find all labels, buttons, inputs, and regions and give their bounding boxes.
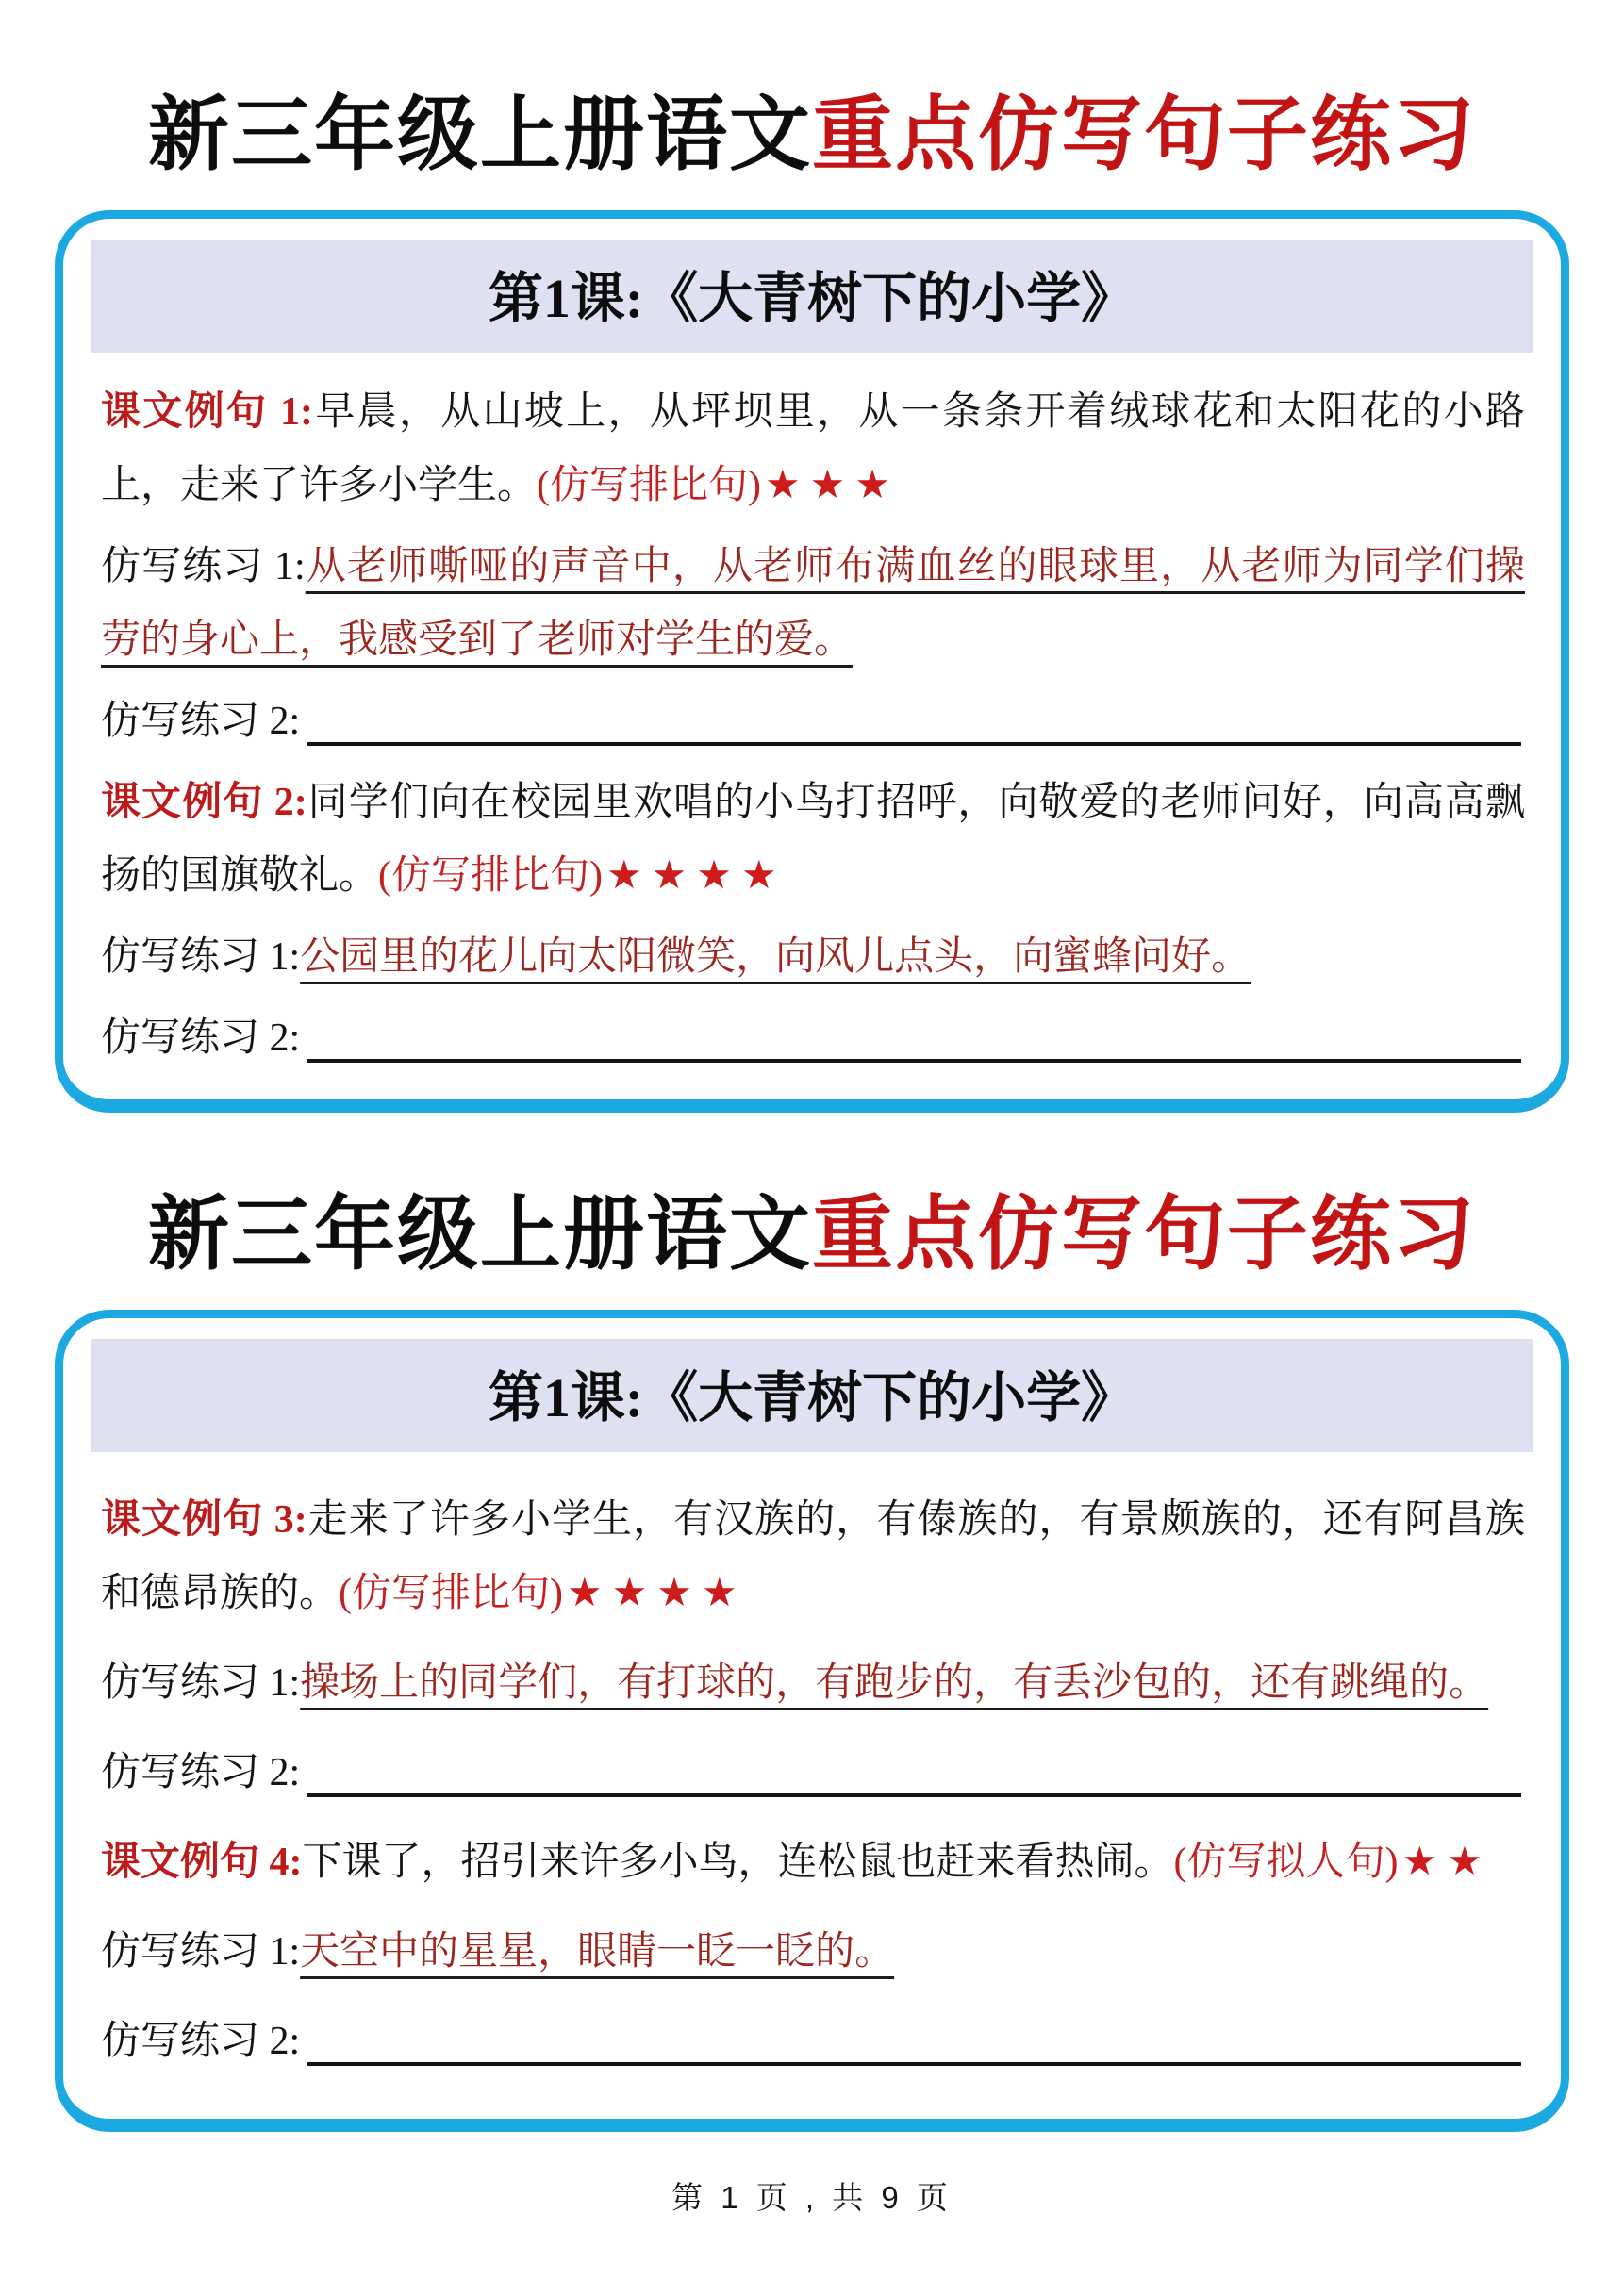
practice-answer: 天空中的星星，眼睛一眨一眨的。 [300,1930,895,1974]
practice-label: 仿写练习 1: [101,935,301,979]
practice-paragraph-2 [101,920,1525,994]
star-rating: ★★★★ [606,854,787,898]
example-label: 课文例句 1: [101,390,314,434]
practice-label: 仿写练习 1: [101,1930,301,1974]
example-paragraph-2 [101,766,1525,913]
example-paragraph-4 [101,1825,1525,1899]
worksheet-box-2 [55,1310,1569,2132]
practice-label: 仿写练习 2: [101,700,301,743]
practice-answer: 从老师嘶哑的声音中，从老师布满血丝的眼球里，从老师为同学们操劳的身心上，我感受到了老师对学生的爱。 [101,545,1525,662]
page-title-repeat [0,1113,1624,1295]
blank-underline [307,685,1525,758]
blank-underline [307,1001,1525,1075]
practice-answer: 公园里的花儿向太阳微笑，向风儿点头，向蜜蜂问好。 [300,935,1251,979]
example-text: 早晨，从山坡上，从坪坝里，从一条条开着绒球花和太阳花的小路上，走来了许多小学生。 [101,390,1525,507]
practice-blank-row-3 [101,1736,1525,1809]
example-text: 下课了，招引来许多小鸟，连松鼠也赶来看热闹。 [302,1841,1174,1884]
page-title-red: 重点仿写句子练习 [812,1186,1476,1281]
blank-underline [307,2005,1525,2078]
example-paragraph-3 [101,1483,1525,1630]
page-title-black: 新三年级上册语文 [148,87,812,182]
worksheet-body-2 [63,1452,1561,2119]
star-rating: ★★★ [765,464,900,507]
practice-blank-row-2 [101,1001,1525,1075]
example-text: 走来了许多小学生，有汉族的，有傣族的，有景颇族的，还有阿昌族和德昂族的。 [101,1498,1525,1615]
example-label: 课文例句 3: [101,1498,307,1542]
blank-underline [307,1736,1525,1809]
practice-label: 仿写练习 1: [101,1661,301,1705]
pattern-tag: (仿写排比句) [339,1572,563,1615]
practice-label: 仿写练习 2: [101,1016,301,1060]
example-paragraph-1 [101,375,1525,522]
example-label: 课文例句 4: [101,1841,303,1884]
example-text: 同学们向在校园里欢唱的小鸟打招呼，向敬爱的老师问好，向高高飘扬的国旗敬礼。 [101,781,1525,898]
worksheet-box-1 [55,210,1569,1113]
star-rating: ★★ [1401,1841,1492,1884]
practice-label: 仿写练习 1: [101,545,306,588]
page-title-red: 重点仿写句子练习 [812,87,1476,182]
pattern-tag: (仿写排比句) [537,464,761,507]
practice-paragraph-4 [101,1915,1525,1989]
practice-label: 仿写练习 2: [101,2020,301,2063]
star-rating: ★★★★ [567,1572,747,1615]
example-label: 课文例句 2: [101,781,307,824]
pattern-tag: (仿写排比句) [378,854,603,898]
page-title [0,0,1624,195]
worksheet-body-1 [63,353,1561,1099]
practice-answer: 操场上的同学们，有打球的，有跑步的，有丢沙包的，还有跳绳的。 [300,1661,1489,1705]
practice-paragraph-3 [101,1646,1525,1720]
practice-blank-row-1 [101,685,1525,758]
page-footer: 第 1 页 , 共 9 页 [671,2180,953,2215]
pattern-tag: (仿写拟人句) [1173,1841,1399,1884]
practice-label: 仿写练习 2: [101,1751,301,1794]
lesson-header: 第1课:《大青树下的小学》 [91,240,1533,353]
lesson-header: 第1课:《大青树下的小学》 [91,1339,1533,1452]
page-title-black: 新三年级上册语文 [148,1186,812,1281]
practice-blank-row-4 [101,2005,1525,2078]
practice-paragraph-1 [101,530,1525,677]
